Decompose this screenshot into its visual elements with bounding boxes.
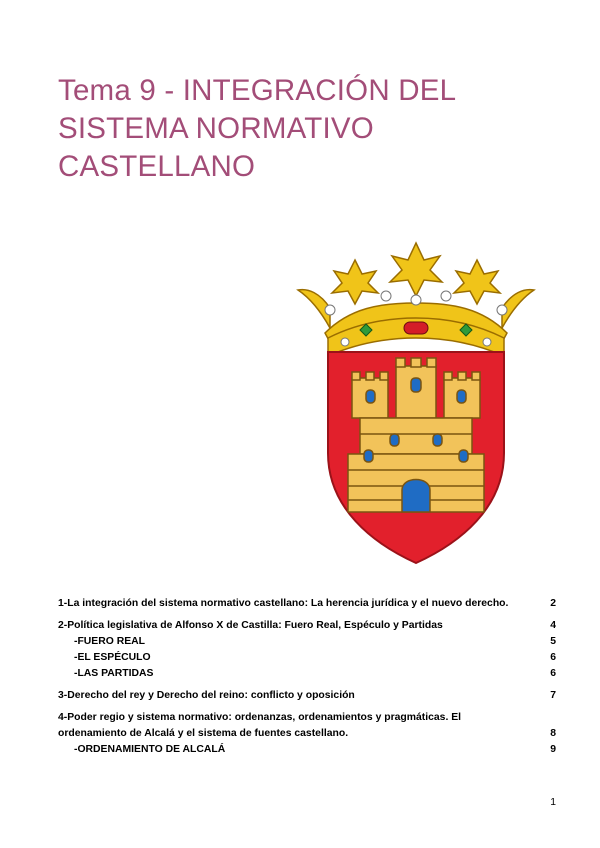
- toc-page-number: 2: [550, 598, 556, 609]
- toc-entry-label: 1-La integración del sistema normativo castellano: La herencia jurídica y el nuevo derecho.: [58, 598, 509, 609]
- toc-entry[interactable]: [58, 618, 556, 682]
- toc-page-number: 4: [550, 620, 556, 631]
- toc-entry[interactable]: [58, 596, 556, 612]
- toc-entry-label: 2-Política legislativa de Alfonso X de Castilla: Fuero Real, Espéculo y Partidas: [58, 620, 443, 631]
- toc-entry[interactable]: [58, 710, 556, 758]
- title-line: Tema 9 - INTEGRACIÓN DEL: [58, 74, 457, 107]
- toc-page-number: 5: [550, 636, 556, 647]
- page-number: 1: [550, 797, 556, 808]
- toc-page-number: 6: [550, 668, 556, 679]
- title-line: SISTEMA NORMATIVO: [58, 112, 374, 145]
- toc-page-number: 7: [550, 690, 556, 701]
- toc-entry-label: -LAS PARTIDAS: [74, 668, 154, 679]
- toc-entry-label-cont: ordenamiento de Alcalá y el sistema de fuentes castellano.: [58, 728, 349, 739]
- toc-page-number: 8: [550, 728, 556, 739]
- crown-icon: [298, 243, 534, 356]
- title-line: CASTELLANO: [58, 150, 256, 183]
- castile-coat-of-arms-icon: [290, 238, 542, 568]
- toc-subentry[interactable]: [58, 666, 556, 682]
- toc-page-number: 9: [550, 744, 556, 755]
- toc-entry-label: -EL ESPÉCULO: [74, 652, 151, 663]
- toc-entry[interactable]: [58, 688, 556, 704]
- toc-page-number: 6: [550, 652, 556, 663]
- toc-subentry[interactable]: [58, 742, 556, 758]
- toc-subentry[interactable]: [58, 650, 556, 666]
- toc-entry-label: -FUERO REAL: [74, 636, 145, 647]
- toc-entry-label: 3-Derecho del rey y Derecho del reino: conflicto y oposición: [58, 690, 355, 701]
- toc-entry-label: 4-Poder regio y sistema normativo: ordenanzas, ordenamientos y pragmáticas. El: [58, 712, 462, 723]
- table-of-contents: [58, 596, 556, 758]
- toc-subentry[interactable]: [58, 634, 556, 650]
- toc-entry-label: -ORDENAMIENTO DE ALCALÁ: [74, 744, 226, 755]
- castle-icon: [348, 358, 484, 512]
- document-title: [58, 72, 538, 186]
